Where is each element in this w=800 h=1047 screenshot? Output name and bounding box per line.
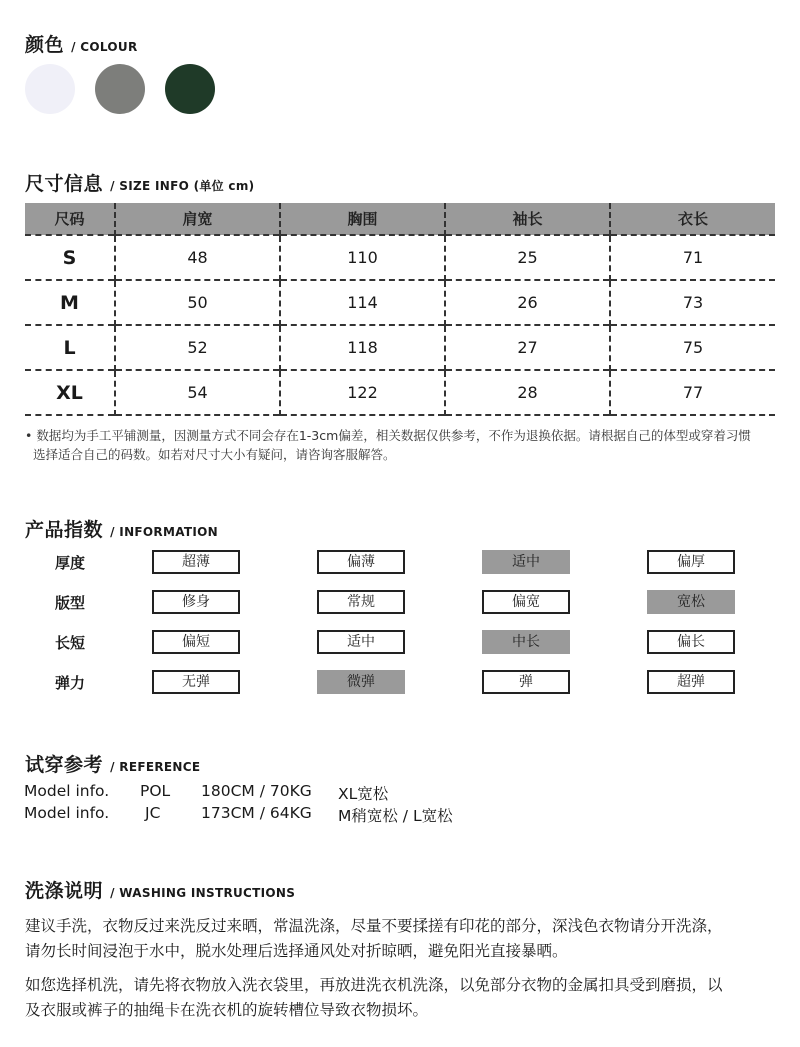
info-label-thickness: 厚度: [55, 554, 86, 572]
size-cell: 54: [115, 370, 280, 415]
reference-section-title: [25, 750, 200, 777]
option-length-mid[interactable]: 中长: [482, 630, 570, 654]
option-thickness-medium[interactable]: 适中: [482, 550, 570, 574]
size-cell: 50: [115, 280, 280, 325]
option-thickness-thin[interactable]: 偏薄: [317, 550, 405, 574]
size-note-line: 选择适合自己的码数。如若对尺寸大小有疑问，请咨询客服解答。: [33, 447, 396, 462]
table-row: [25, 370, 775, 415]
washing-line: 及衣服或裤子的抽绳卡在洗衣机的旋转槽位导致衣物损坏。: [25, 1001, 429, 1019]
info-title-en: / INFORMATION: [110, 525, 218, 539]
option-length-regular[interactable]: 适中: [317, 630, 405, 654]
table-row: [25, 325, 775, 370]
size-name-cell: M: [60, 291, 79, 314]
reference-title: 试穿参考: [25, 754, 104, 776]
option-fit-slim[interactable]: 修身: [152, 590, 240, 614]
size-cell: 52: [115, 325, 280, 370]
size-cell: 114: [280, 280, 445, 325]
model-info-label: Model info.: [24, 804, 110, 822]
option-thickness-ultra-thin[interactable]: 超薄: [152, 550, 240, 574]
washing-title-en: / WASHING INSTRUCTIONS: [110, 886, 296, 900]
washing-paragraph-machine: [25, 973, 785, 1023]
size-name-cell: S: [62, 246, 77, 269]
model-stats: 180CM / 70KG: [201, 782, 312, 800]
model-name: POL: [140, 782, 171, 800]
info-label-fit: 版型: [55, 594, 86, 612]
colour-section-title: [25, 30, 138, 57]
option-length-long[interactable]: 偏长: [647, 630, 735, 654]
washing-line: 建议手洗，衣物反过来洗反过来晒，常温洗涤，尽量不要揉搓有印花的部分，深浅色衣物请分开洗涤，: [25, 917, 723, 935]
option-fit-regular[interactable]: 常规: [317, 590, 405, 614]
model-name: JC: [145, 804, 161, 822]
header-length: 衣长: [610, 203, 775, 235]
option-stretch-slight[interactable]: 微弹: [317, 670, 405, 694]
model-stats: 173CM / 64KG: [201, 804, 312, 822]
size-note-line: • 数据均为手工平铺测量，因测量方式不同会存在1-3cm偏差，相关数据仅供参考，不作为退换依据。请根据自己的体型或穿着习惯: [25, 428, 751, 443]
size-name-cell: XL: [56, 381, 83, 404]
size-cell: 110: [280, 235, 445, 280]
size-section-title: [25, 169, 254, 196]
info-title: 产品指数: [25, 519, 104, 541]
reference-title-en: / REFERENCE: [110, 760, 201, 774]
info-label-length: 长短: [55, 634, 86, 652]
size-name-cell: L: [63, 336, 76, 359]
option-length-short[interactable]: 偏短: [152, 630, 240, 654]
size-title-en: / SIZE INFO (单位 cm): [110, 179, 255, 193]
size-table-header: [25, 203, 775, 235]
model-info-label: Model info.: [24, 782, 110, 800]
table-row: [25, 280, 775, 325]
model-fit: XL宽松: [338, 785, 389, 803]
option-fit-wide[interactable]: 偏宽: [482, 590, 570, 614]
option-thickness-thick[interactable]: 偏厚: [647, 550, 735, 574]
size-title: 尺寸信息: [25, 173, 104, 195]
washing-paragraph-hand: [25, 914, 785, 964]
colour-swatch-white[interactable]: [25, 64, 75, 114]
size-cell: 25: [445, 235, 610, 280]
size-cell: 75: [610, 325, 775, 370]
size-table: [25, 203, 775, 416]
option-stretch-stretchy[interactable]: 弹: [482, 670, 570, 694]
size-note: [25, 426, 785, 464]
option-stretch-none[interactable]: 无弹: [152, 670, 240, 694]
size-cell: 48: [115, 235, 280, 280]
size-cell: 73: [610, 280, 775, 325]
model-fit: M稍宽松 / L宽松: [338, 807, 453, 825]
washing-line: 如您选择机洗，请先将衣物放入洗衣袋里，再放进洗衣机洗涤，以免部分衣物的金属扣具受到磨损，以: [25, 976, 723, 994]
size-cell: 27: [445, 325, 610, 370]
header-sleeve: 袖长: [445, 203, 610, 235]
washing-line: 请勿长时间浸泡于水中，脱水处理后选择通风处对折晾晒，避免阳光直接暴晒。: [25, 942, 568, 960]
washing-section-title: [25, 876, 295, 903]
size-cell: 118: [280, 325, 445, 370]
colour-swatch-grey[interactable]: [95, 64, 145, 114]
washing-title: 洗涤说明: [25, 880, 104, 902]
table-row: [25, 235, 775, 280]
info-section-title: [25, 515, 218, 542]
option-fit-loose[interactable]: 宽松: [647, 590, 735, 614]
colour-title-en: / COLOUR: [71, 40, 138, 54]
size-cell: 122: [280, 370, 445, 415]
header-chest: 胸围: [280, 203, 445, 235]
colour-swatch-dark-green[interactable]: [165, 64, 215, 114]
size-cell: 71: [610, 235, 775, 280]
header-shoulder: 肩宽: [115, 203, 280, 235]
size-cell: 26: [445, 280, 610, 325]
size-cell: 28: [445, 370, 610, 415]
size-cell: 77: [610, 370, 775, 415]
header-size: 尺码: [54, 210, 85, 228]
colour-title: 颜色: [25, 34, 65, 56]
info-label-stretch: 弹力: [55, 674, 86, 692]
option-stretch-super[interactable]: 超弹: [647, 670, 735, 694]
